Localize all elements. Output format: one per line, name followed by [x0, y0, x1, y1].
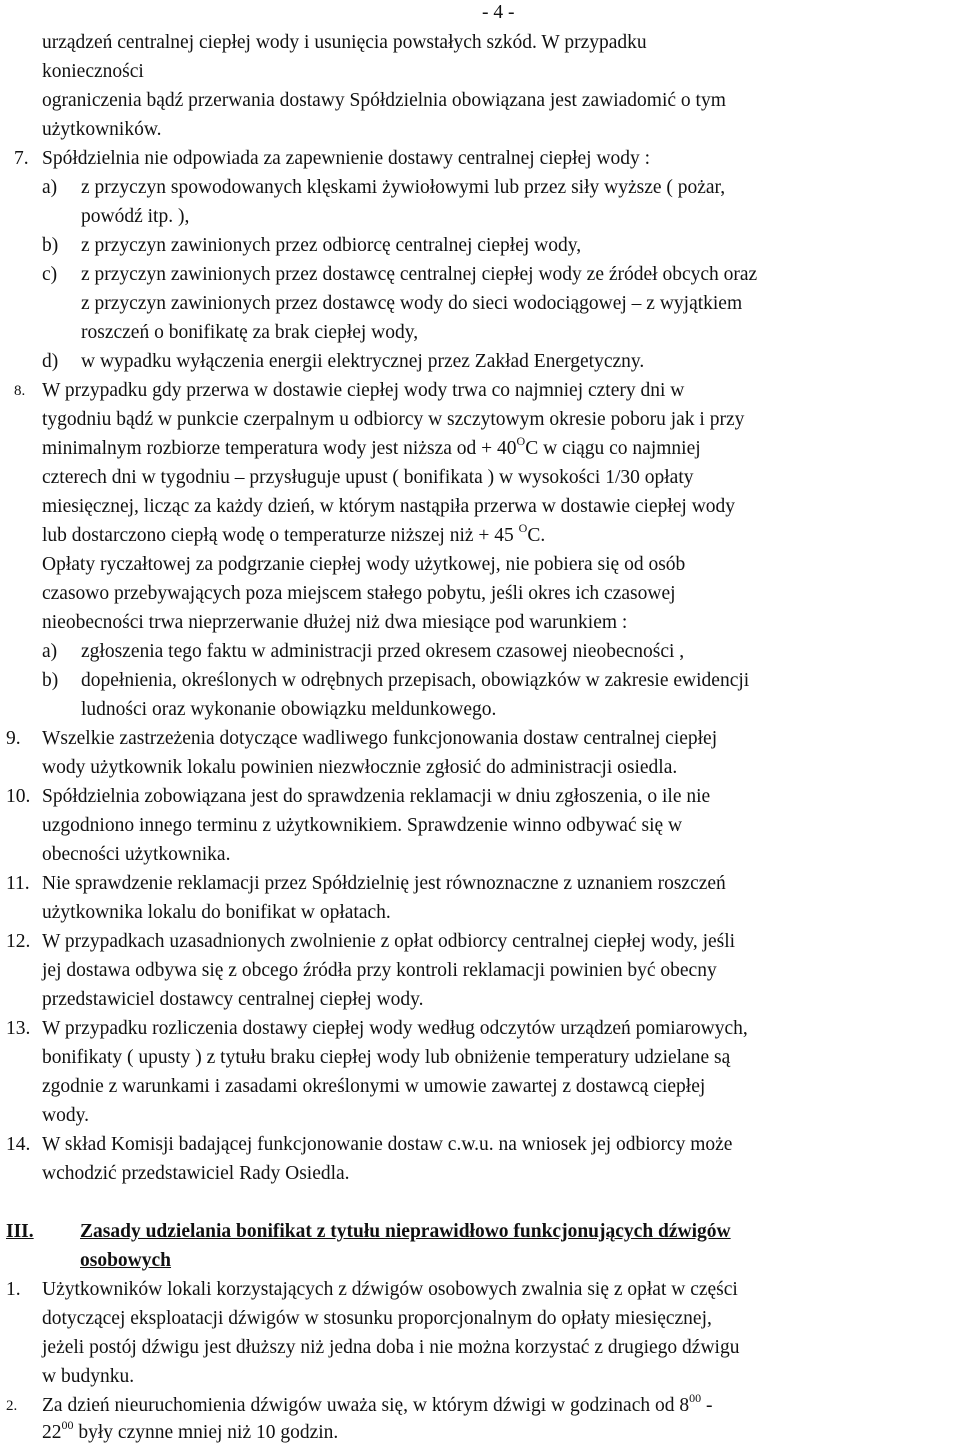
- p13-line-4: wody.: [42, 1105, 89, 1126]
- p8-line-6-degree: O: [518, 520, 528, 535]
- paragraph-10-number: 10.: [6, 786, 31, 807]
- paragraph-12-number: 12.: [6, 931, 31, 952]
- p13-line-1: W przypadku rozliczenia dostawy ciepłej wody według odczytów urządzeń pomiarowych,: [42, 1018, 748, 1039]
- paragraph-11-number: 11.: [6, 873, 30, 894]
- p8-item-b-label: b): [42, 670, 59, 691]
- p8-line-3: [42, 433, 701, 462]
- s1-line-1: Użytkowników lokali korzystających z dźwigów osobowych zwalnia się z opłat w części: [42, 1279, 738, 1300]
- s2-line-2-superscript: 00: [61, 1417, 74, 1432]
- p8-item-a-line-1: zgłoszenia tego faktu w administracji przed okresem czasowej nieobecności ,: [81, 641, 685, 662]
- p8-item-b-line-2: ludności oraz wykonanie obowiązku meldunkowego.: [81, 699, 497, 720]
- p8-item-b-line-1: dopełnienia, określonych w odrębnych przepisach, obowiązków w zakresie ewidencji: [81, 670, 750, 691]
- intro-line-4: użytkowników.: [42, 119, 162, 140]
- paragraph-7-text: Spółdzielnia nie odpowiada za zapewnienie dostawy centralnej ciepłej wody :: [42, 148, 651, 169]
- section-3-title-line-2: osobowych: [80, 1250, 172, 1271]
- p8-line-3-part-b: C w ciągu co najmniej: [525, 438, 701, 459]
- p14-line-2: wchodzić przedstawiciel Rady Osiedla.: [42, 1163, 350, 1184]
- p8-line-3-part-a: minimalnym rozbiorze temperatura wody jest niższa od + 40: [42, 438, 517, 459]
- section-3-item-1-number: 1.: [6, 1279, 21, 1300]
- s1-line-2: dotyczącej eksploatacji dźwigów w stosunku proporcjonalnym do opłaty miesięcznej,: [42, 1308, 712, 1329]
- p8-line-2: tygodniu bądź w punkcie czerpalnym u odbiorcy w szczytowym okresie poboru jak i przy: [42, 409, 745, 430]
- p8-line-1: W przypadku gdy przerwa w dostawie ciepłej wody trwa co najmniej cztery dni w: [42, 380, 685, 401]
- p8-line-6-part-a: lub dostarczono ciepłą wodę o temperaturze niższej niż + 45: [42, 525, 519, 546]
- p8-line-3-degree: O: [516, 433, 526, 448]
- s2-line-2-part-a: 22: [42, 1422, 62, 1443]
- p7-item-c-line-1: z przyczyn zawinionych przez dostawcę centralnej ciepłej wody ze źródeł obcych oraz: [81, 264, 758, 285]
- s2-line-1-part-a: Za dzień nieuruchomienia dźwigów uważa się, w którym dźwigi w godzinach od 8: [42, 1395, 690, 1416]
- intro-line-1: urządzeń centralnej ciepłej wody i usunięcia powstałych szkód. W przypadku: [42, 32, 647, 53]
- p8-line-9: nieobecności trwa nieprzerwanie dłużej niż dwa miesiące pod warunkiem :: [42, 612, 628, 633]
- p7-item-d-label: d): [42, 351, 59, 372]
- p8-line-4: czterech dni w tygodniu – przysługuje upust ( bonifikata ) w wysokości 1/30 opłaty: [42, 467, 694, 488]
- p12-line-1: W przypadkach uzasadnionych zwolnienie z opłat odbiorcy centralnej ciepłej wody, jeśli: [42, 931, 736, 952]
- p9-line-1: Wszelkie zastrzeżenia dotyczące wadliwego funkcjonowania dostaw centralnej ciepłej: [42, 728, 718, 749]
- p14-line-1: W skład Komisji badającej funkcjonowanie dostaw c.w.u. na wniosek jej odbiorcy może: [42, 1134, 733, 1155]
- p7-item-c-label: c): [42, 264, 58, 285]
- s2-line-1: [42, 1390, 713, 1419]
- s2-line-1-part-b: -: [701, 1395, 713, 1416]
- p8-line-8: czasowo przebywających poza miejscem stałego pobytu, jeśli okres ich czasowej: [42, 583, 676, 604]
- p7-item-a-line-2: powódź itp. ),: [81, 206, 190, 227]
- p10-line-3: obecności użytkownika.: [42, 844, 231, 865]
- intro-line-2: konieczności: [42, 61, 144, 82]
- paragraph-7-number: 7.: [14, 148, 29, 169]
- s2-line-2: [42, 1417, 339, 1446]
- p12-line-2: jej dostawa odbywa się z obcego źródła przy kontroli reklamacji powinien być obecny: [42, 960, 717, 981]
- paragraph-13-number: 13.: [6, 1018, 31, 1039]
- p11-line-2: użytkownika lokalu do bonifikat w opłatach.: [42, 902, 391, 923]
- s2-line-1-superscript: 00: [689, 1390, 702, 1405]
- p8-line-7: Opłaty ryczałtowej za podgrzanie ciepłej wody użytkowej, nie pobiera się od osób: [42, 554, 686, 575]
- s2-line-2-part-b: były czynne mniej niż 10 godzin.: [73, 1422, 339, 1443]
- p8-line-6-part-b: C.: [527, 525, 546, 546]
- p8-line-6: [42, 520, 546, 549]
- p7-item-b-line-1: z przyczyn zawinionych przez odbiorcę centralnej ciepłej wody,: [81, 235, 582, 256]
- intro-line-3: ograniczenia bądź przerwania dostawy Spółdzielnia obowiązana jest zawiadomić o tym: [42, 90, 726, 111]
- p13-line-3: zgodnie z warunkami i zasadami określonymi w umowie zawartej z dostawcą ciepłej: [42, 1076, 706, 1097]
- section-3-item-2-number: 2.: [6, 1398, 18, 1414]
- p10-line-1: Spółdzielnia zobowiązana jest do sprawdzenia reklamacji w dniu zgłoszenia, o ile nie: [42, 786, 711, 807]
- p7-item-c-line-3: roszczeń o bonifikatę za brak ciepłej wody,: [81, 322, 419, 343]
- p8-line-5: miesięcznej, licząc za każdy dzień, w którym nastąpiła przerwa w dostawie ciepłej wody: [42, 496, 736, 517]
- p9-line-2: wody użytkownik lokalu powinien niezwłocznie zgłosić do administracji osiedla.: [42, 757, 678, 778]
- p11-line-1: Nie sprawdzenie reklamacji przez Spółdzielnię jest równoznaczne z uznaniem roszczeń: [42, 873, 726, 894]
- p13-line-2: bonifikaty ( upusty ) z tytułu braku ciepłej wody lub obniżenie temperatury udzielane są: [42, 1047, 731, 1068]
- section-3-title-line-1: Zasady udzielania bonifikat z tytułu nieprawidłowo funkcjonujących dźwigów: [80, 1221, 731, 1242]
- p7-item-b-label: b): [42, 235, 59, 256]
- p12-line-3: przedstawiciel dostawcy centralnej ciepłej wody.: [42, 989, 424, 1010]
- page-number: - 4 -: [482, 2, 515, 23]
- p7-item-a-label: a): [42, 177, 58, 198]
- paragraph-8-number: 8.: [14, 383, 26, 399]
- s1-line-4: w budynku.: [42, 1366, 135, 1387]
- p10-line-2: uzgodniono innego terminu z użytkownikiem. Sprawdzenie winno odbywać się w: [42, 815, 683, 836]
- paragraph-9-number: 9.: [6, 728, 21, 749]
- p7-item-a-line-1: z przyczyn spowodowanych klęskami żywiołowymi lub przez siły wyższe ( pożar,: [81, 177, 726, 198]
- p7-item-c-line-2: z przyczyn zawinionych przez dostawcę wody do sieci wodociągowej – z wyjątkiem: [81, 293, 743, 314]
- paragraph-14-number: 14.: [6, 1134, 31, 1155]
- p7-item-d-line-1: w wypadku wyłączenia energii elektrycznej przez Zakład Energetyczny.: [81, 351, 645, 372]
- s1-line-3: jeżeli postój dźwigu jest dłuższy niż jedna doba i nie można korzystać z drugiego dźwigu: [42, 1337, 740, 1358]
- section-3-number: III.: [6, 1221, 34, 1242]
- p8-item-a-label: a): [42, 641, 58, 662]
